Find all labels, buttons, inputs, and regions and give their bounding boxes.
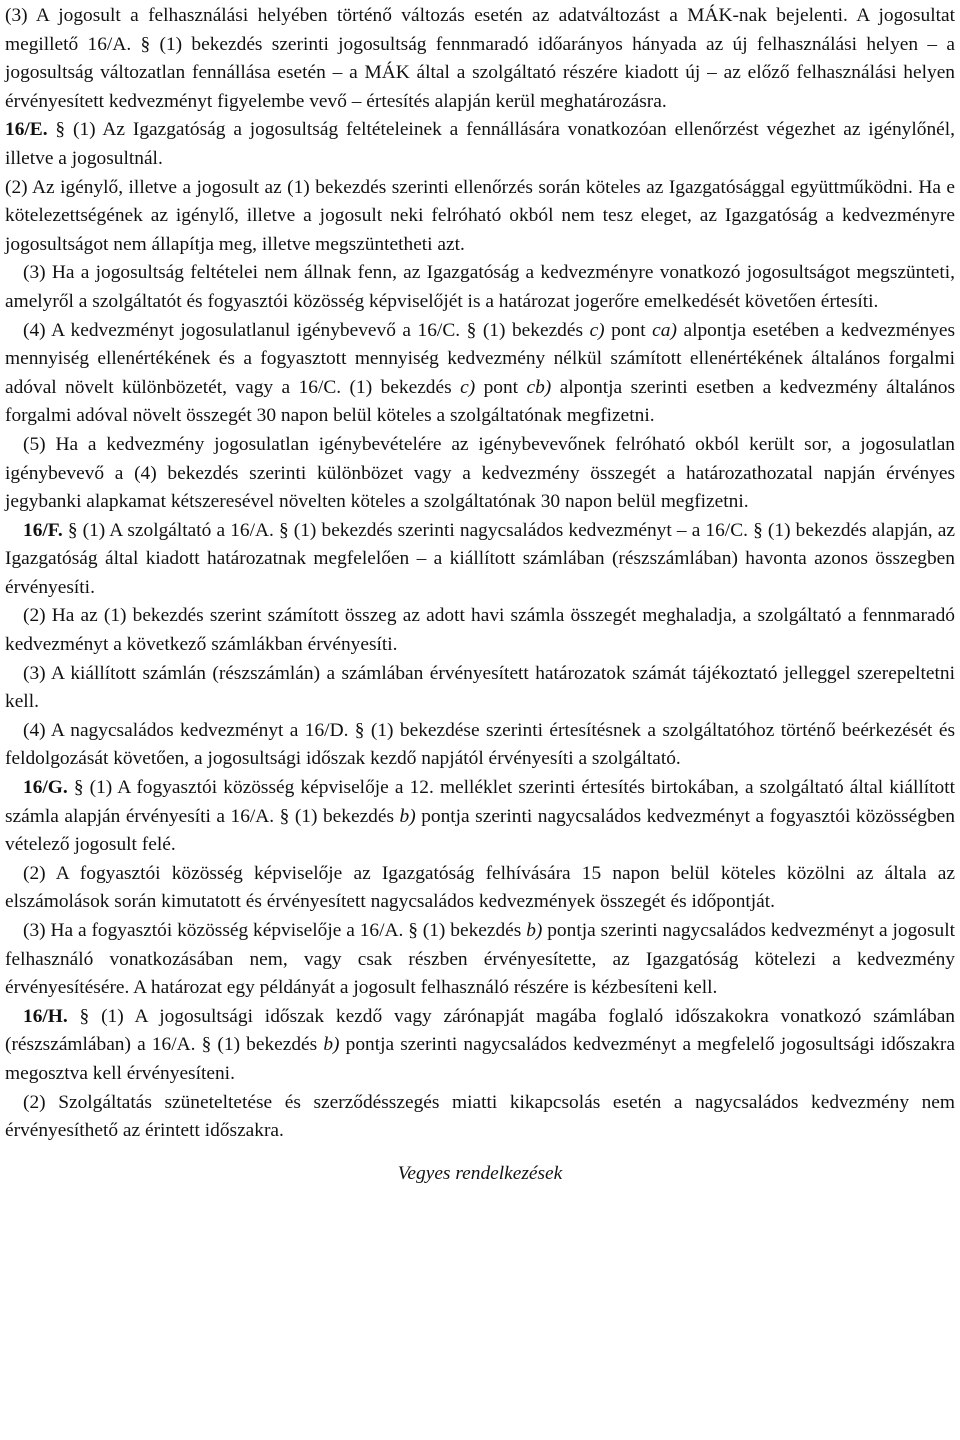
paragraph [5,259,955,316]
paragraph [5,660,955,717]
paragraph-text: alpontja esetében a kedvezményes mennyiség ellenértékének és a fogyasztott mennyiség kedvezmény nélkül számított ellenértékének általános forgalmi adóval növelt különbözetét, vagy a 16/C. (1) bekezdés [5,319,955,398]
point-reference: b) [526,920,543,941]
paragraph-text: (2) Az igénylő, illetve a jogosult az (1) bekezdés szerinti ellenőrzés során köteles az Igazgatósággal együttműködni. Ha e kötelezettségének az igénylő, illetve a jogosult neki felróható okból nem tesz eleget, az Igazgatóság a kedvezményre jogosultságot nem állapítja meg, illetve megszüntetheti azt. [5,176,955,255]
section-number: 16/H. [23,1005,68,1027]
paragraph [5,1003,955,1089]
paragraph-text: pontja szerinti nagycsaládos kedvezményt a megfelelő jogosultsági időszakra megosztva kell érvényesíteni. [5,1034,955,1084]
point-reference: c) [589,319,605,341]
paragraph [5,174,955,260]
paragraph [5,774,955,860]
paragraph [5,116,955,173]
paragraph-text: (3) A jogosult a felhasználási helyében történő változás esetén az adatváltozást a MÁK-nak bejelenti. A jogosultat megillető 16/A. § (1) bekezdés szerinti jogosultság fennmaradó időarányos hányada az új felhasználási helyen – a jogosultság változatlan fennállása esetén – a MÁK által a szolgáltató részére kiadott új – az előző felhasználási helyen érvényesített kedvezményt figyelembe vevő – értesítés alapján kerül meghatározásra. [5,5,955,112]
paragraph [5,1089,955,1146]
paragraph-text: (5) Ha a kedvezmény jogosulatlan igénybevételére az igénybevevőnek felróható okból került sor, a jogosulatlan igénybevevő a (4) bekezdés szerinti különbözet vagy a kedvezmény összegét a határozathozatal napján érvényes jegybanki alapkamat kétszeresével növelten köteles a szolgáltatónak 30 napon belül megfizetni. [5,433,955,513]
paragraph-text: (4) A kedvezményt jogosulatlanul igénybevevő a 16/C. § (1) bekezdés [23,319,590,341]
point-reference: b) [399,805,416,827]
paragraph [5,917,955,1003]
section-number: 16/E. [5,119,48,141]
paragraph [5,717,955,774]
document-body [5,2,955,1188]
paragraph-text: alpontja szerinti esetben a kedvezmény általános forgalmi adóval növelt összegét 30 napon belül köteles a szolgáltatónak megfizetni. [5,376,956,427]
section-number: 16/G. [23,777,68,799]
point-reference: c) [460,376,476,398]
paragraph-text: (3) A kiállított számlán (részszámlán) a számlában érvényesített határozatok számát tájékoztató jelleggel szerepeltetni kell. [5,662,955,713]
paragraph [5,317,955,431]
paragraph-text: (4) A nagycsaládos kedvezményt a 16/D. § (1) bekezdése szerinti értesítésnek a szolgáltatóhoz történő beérkezését és feldolgozását követően, a jogosultsági időszak kezdő napjától érvényesíti a szolgáltató. [5,719,955,770]
paragraph-text: pont [604,319,653,341]
paragraph-text: (3) Ha a jogosultság feltételei nem állnak fenn, az Igazgatóság a kedvezményre vonatkozó jogosultságot megszünteti, amelyről a szolgáltatót és fogyasztói közösség képviselőjét is a határozat jogerőre emelkedését követően értesíti. [5,262,955,312]
point-reference: b) [323,1034,340,1056]
paragraph [5,602,955,659]
section-number: 16/F. [23,519,63,541]
paragraph [5,431,955,517]
paragraph [5,860,955,917]
paragraph-text: (2) Szolgáltatás szüneteltetése és szerződésszegés miatti kikapcsolás esetén a nagycsaládos kedvezmény nem érvényesíthető az érintett időszakra. [5,1091,955,1142]
paragraph-text: § (1) A jogosultsági időszak kezdő vagy zárónapját magába foglaló időszakokra vonatkozó számlában (részszámlában) a 16/A. § (1) bekezdés [5,1005,955,1056]
point-reference: cb) [526,376,552,398]
paragraph-text: pont [475,376,527,398]
paragraph-text: pontja szerinti nagycsaládos kedvezményt a jogosult felhasználó vonatkozásában nem, vagy csak részben érvényesítette, az Igazgatóság kötelezi a kedvezmény érvényesítésére. A határozat egy példányát a jogosult felhasználó részére is kézbesíteni kell. [5,920,955,999]
paragraph [5,2,955,116]
paragraph-text: § (1) A fogyasztói közösség képviselője a 12. melléklet szerinti értesítés birtokában, a szolgáltató által kiállított számla alapján érvényesíti a 16/A. § (1) bekezdés [5,777,955,827]
paragraph-text: (2) Ha az (1) bekezdés szerint számított összeg az adott havi számla összegét meghaladja, a szolgáltató a fennmaradó kedvezményt a következő számlákban érvényesíti. [5,605,955,656]
paragraph-text: (2) A fogyasztói közösség képviselője az Igazgatóság felhívására 15 napon belül köteles közölni az általa az elszámolások során kimutatott és érvényesített nagycsaládos kedvezmények összegét és időpontját. [5,862,955,913]
paragraph-text: pontja szerinti nagycsaládos kedvezményt a fogyasztói közösségben vételező jogosult felé. [5,805,955,856]
point-reference: ca) [652,319,677,341]
section-heading: Vegyes rendelkezések [397,1162,563,1184]
paragraph [5,517,955,603]
paragraph-text: § (1) A szolgáltató a 16/A. § (1) bekezdés szerinti nagycsaládos kedvezményt – a 16/C. § (1) bekezdés alapján, az Igazgatóság által kiadott határozatnak megfelelően – a kiállított számlában (részszámlában) havonta azonos összegben érvényesíti. [5,519,955,598]
paragraph-text: (3) Ha a fogyasztói közösség képviselője a 16/A. § (1) bekezdés [23,920,527,941]
paragraph-text: § (1) Az Igazgatóság a jogosultság feltételeinek a fennállására vonatkozóan ellenőrzést végezhet az igénylőnél, illetve a jogosultnál. [5,119,955,169]
